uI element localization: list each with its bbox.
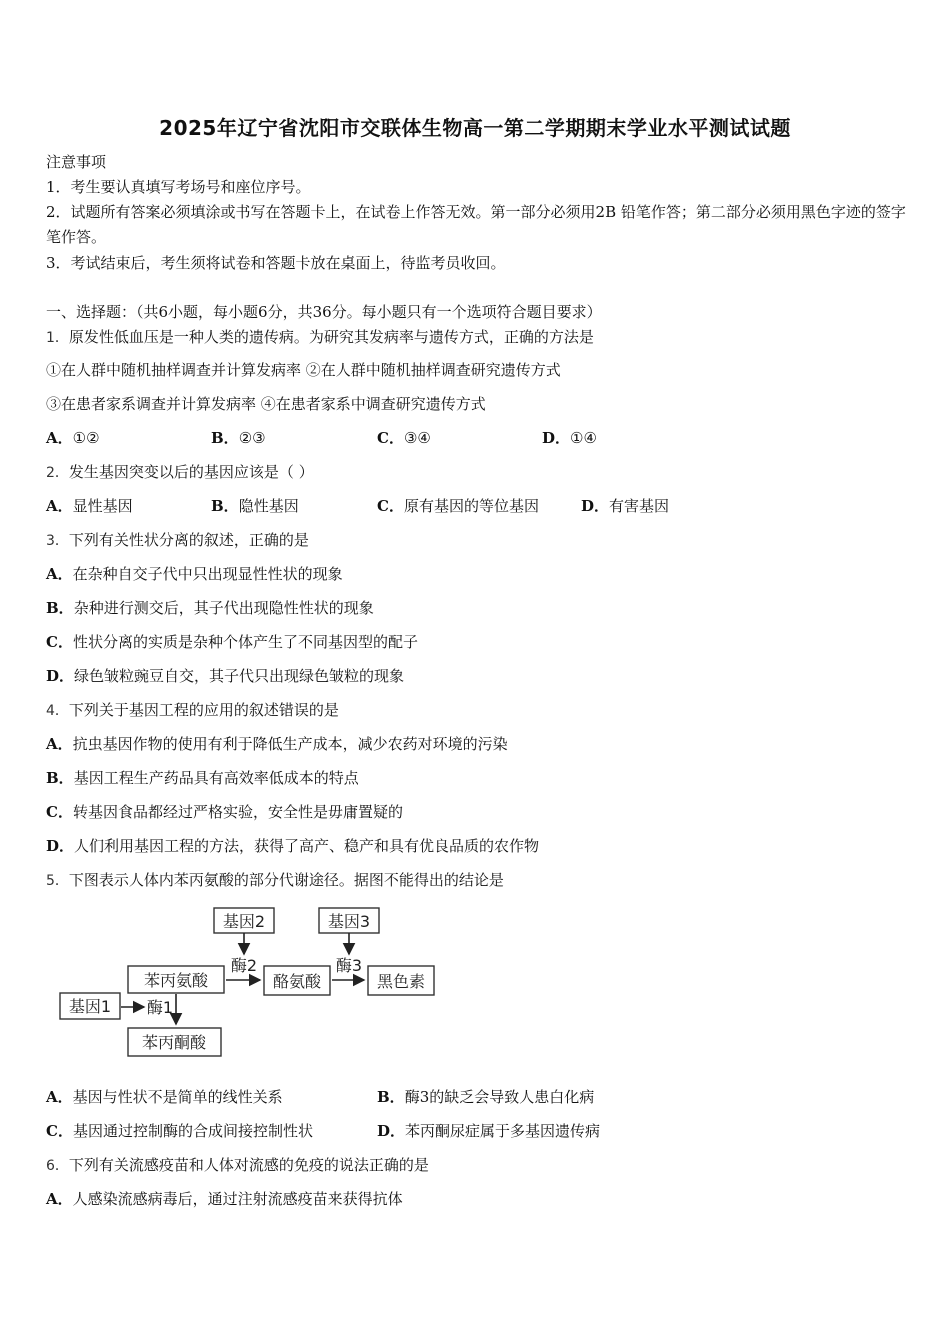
option-text: 基因与性状不是简单的线性关系: [72, 1088, 283, 1106]
option-text: 基因通过控制酶的合成间接控制性状: [72, 1122, 313, 1140]
option-key: C．: [46, 1122, 73, 1140]
tyrosine-label: 酪氨酸: [272, 972, 322, 991]
page-title: 2025年辽宁省沈阳市交联体生物高一第二学期期末学业水平测试试题: [159, 116, 791, 140]
option-key: A．: [46, 1190, 73, 1208]
option-key: B．: [377, 1088, 405, 1106]
option-key: B．: [46, 599, 74, 617]
option-key: B．: [46, 769, 74, 787]
question-6-option-a[interactable]: [46, 1188, 403, 1210]
option-text: ③④: [403, 429, 431, 447]
option-key: A．: [46, 429, 73, 447]
option-key: C．: [377, 497, 404, 515]
question-number: 1．: [46, 330, 69, 346]
notice-item-3: 3．考试结束后，考生须将试卷和答题卡放在桌面上，待监考员收回。: [46, 254, 506, 272]
question-number: 3．: [46, 533, 69, 549]
option-text: 在杂种自交子代中只出现显性性状的现象: [72, 565, 343, 583]
question-number: 6．: [46, 1158, 69, 1174]
option-key: A．: [46, 565, 73, 583]
option-text: 抗虫基因作物的使用有利于降低生产成本，减少农药对环境的污染: [72, 735, 508, 753]
enzyme-1-label: 酶1: [146, 998, 174, 1017]
option-text: 转基因食品都经过严格实验，安全性是毋庸置疑的: [72, 803, 403, 821]
question-5-option-d[interactable]: [377, 1120, 600, 1142]
question-text: 下列有关流感疫苗和人体对流感的免疫的说法正确的是: [68, 1156, 429, 1174]
question-text: 下列有关性状分离的叙述，正确的是: [68, 531, 309, 549]
question-1-sub-1: ①在人群中随机抽样调查并计算发病率 ②在人群中随机抽样调查研究遗传方式: [46, 361, 561, 379]
option-text: 性状分离的实质是杂种个体产生了不同基因型的配子: [72, 633, 418, 651]
phenylpyruvate-label: 苯丙酮酸: [141, 1033, 207, 1052]
question-1-sub-2: ③在患者家系调查并计算发病率 ④在患者家系中调查研究遗传方式: [46, 395, 486, 413]
notice-heading: 注意事项: [46, 153, 107, 171]
notice-item-1: 1．考生要认真填写考场号和座位序号。: [46, 178, 311, 196]
option-key: B．: [211, 429, 239, 447]
question-5-option-c[interactable]: [46, 1120, 313, 1142]
question-5-option-b[interactable]: [377, 1086, 594, 1108]
option-key: C．: [377, 429, 404, 447]
gene-2-label: 基因2: [222, 912, 266, 931]
option-key: D．: [377, 1122, 406, 1140]
question-text: 原发性低血压是一种人类的遗传病。为研究其发病率与遗传方式，正确的方法是: [68, 328, 594, 346]
option-key: C．: [46, 633, 73, 651]
question-number: 2．: [46, 465, 69, 481]
notice-item-2: 2．试题所有答案必须填涂或书写在答题卡上，在试卷上作答无效。第一部分必须用2B 铅笔作答；第二部分必须用黑色字迹的签字笔作答。: [46, 203, 906, 246]
option-key: C．: [46, 803, 73, 821]
option-text: 有害基因: [609, 497, 670, 515]
option-text: 隐性基因: [238, 497, 299, 515]
enzyme-3-label: 酶3: [335, 956, 363, 975]
option-text: ①④: [570, 429, 597, 447]
question-5-option-a[interactable]: [46, 1086, 283, 1108]
option-text: 人感染流感病毒后，通过注射流感疫苗来获得抗体: [72, 1190, 403, 1208]
option-text: ②③: [238, 429, 266, 447]
option-key: D．: [46, 837, 75, 855]
melanin-label: 黑色素: [376, 972, 426, 991]
option-key: A．: [46, 735, 73, 753]
question-text: 下图表示人体内苯丙氨酸的部分代谢途径。据图不能得出的结论是: [68, 871, 504, 889]
section-heading: 一、选择题：（共6小题，每小题6分，共36分。每小题只有一个选项符合题目要求）: [46, 303, 602, 321]
enzyme-2-label: 酶2: [230, 956, 258, 975]
gene-3-label: 基因3: [327, 912, 371, 931]
question-number: 4．: [46, 703, 69, 719]
phenylalanine-label: 苯丙氨酸: [143, 971, 209, 990]
gene-1-label: 基因1: [68, 997, 112, 1016]
question-number: 5．: [46, 873, 69, 889]
question-text: 下列关于基因工程的应用的叙述错误的是: [68, 701, 339, 719]
option-text: 绿色皱粒豌豆自交，其子代只出现绿色皱粒的现象: [74, 667, 405, 685]
question-6-stem: [46, 1154, 429, 1177]
option-text: 基因工程生产药品具有高效率低成本的特点: [73, 769, 359, 787]
option-key: D．: [581, 497, 610, 515]
option-key: A．: [46, 497, 73, 515]
option-key: B．: [211, 497, 239, 515]
option-text: 人们利用基因工程的方法，获得了高产、稳产和具有优良品质的农作物: [74, 837, 540, 855]
option-text: 显性基因: [72, 497, 133, 515]
question-text: 发生基因突变以后的基因应该是（ ）: [68, 463, 314, 481]
option-key: A．: [46, 1088, 73, 1106]
option-text: 原有基因的等位基因: [403, 497, 539, 515]
option-text: 苯丙酮尿症属于多基因遗传病: [405, 1122, 601, 1140]
option-text: ①②: [72, 429, 100, 447]
option-key: D．: [542, 429, 571, 447]
option-text: 酶3的缺乏会导致人患白化病: [404, 1088, 595, 1106]
option-key: D．: [46, 667, 75, 685]
option-text: 杂种进行测交后，其子代出现隐性性状的现象: [73, 599, 374, 617]
